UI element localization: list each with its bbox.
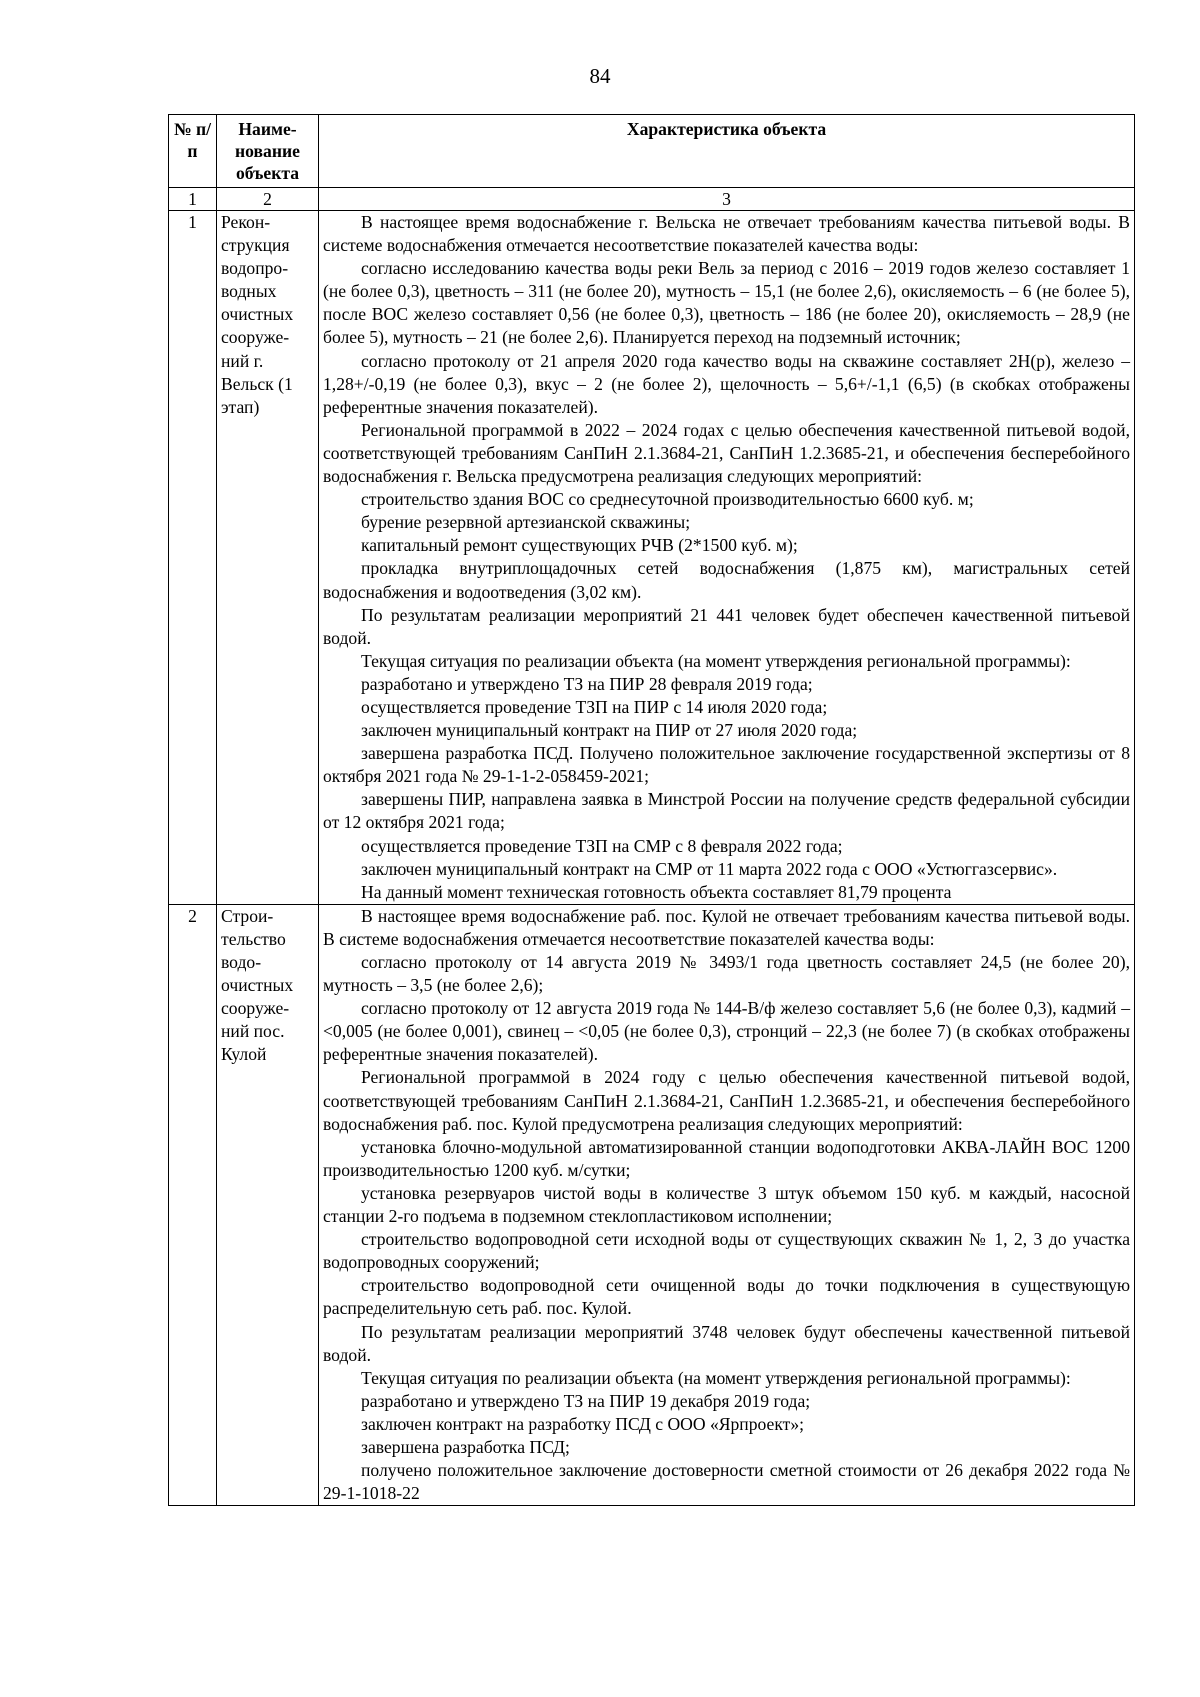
characteristic-paragraph: завершена разработка ПСД; bbox=[361, 1436, 570, 1457]
characteristic-paragraph: получено положительное заключение достоверности сметной стоимости от 26 декабря 2022 года № 29-1-1018-22 bbox=[323, 1460, 1130, 1504]
characteristic-paragraph: В настоящее время водоснабжение г. Вельска не отвечает требованиям качества питьевой воды. В системе водоснабжения отмечается несоответствие показателей качества воды: bbox=[323, 212, 1130, 256]
characteristic-paragraph: Текущая ситуация по реализации объекта (на момент утверждения региональной программы): bbox=[361, 1367, 1071, 1388]
characteristic-paragraph: согласно протоколу от 12 августа 2019 года № 144-В/ф железо составляет 5,6 (не более 0,3), кадмий – <0,005 (не более 0,001), свинец – <0,05 (не более 0,3), стронций – 22,3 (не более 7) (в скобках отображены референтные значения показателей). bbox=[323, 998, 1130, 1065]
characteristic-paragraph: Текущая ситуация по реализации объекта (на момент утверждения региональной программы): bbox=[361, 650, 1071, 671]
object-characteristic bbox=[319, 211, 1135, 905]
characteristic-paragraph: разработано и утверждено ТЗ на ПИР 19 декабря 2019 года; bbox=[361, 1390, 811, 1411]
object-name: Строи-тельство водо-очистных сооруже-ний пос. Кулой bbox=[217, 904, 319, 1505]
column-index: 3 bbox=[319, 188, 1135, 211]
characteristic-paragraph: В настоящее время водоснабжение раб. пос. Кулой не отвечает требованиям качества питьевой воды. В системе водоснабжения отмечается несоответствие показателей качества воды: bbox=[323, 905, 1130, 949]
header-object-characteristic: Характеристика объекта bbox=[319, 115, 1135, 188]
characteristic-paragraph: строительство здания ВОС со среднесуточной производительностью 6600 куб. м; bbox=[361, 489, 974, 510]
characteristic-paragraph: осуществляется проведение ТЗП на СМР с 8 февраля 2022 года; bbox=[361, 835, 843, 856]
header-object-name: Наиме-нование объекта bbox=[217, 115, 319, 188]
object-characteristic bbox=[319, 904, 1135, 1505]
objects-table bbox=[168, 114, 1135, 1506]
object-name: Рекон-струкция водопро-водных очистных сооруже-ний г. Вельск (1 этап) bbox=[217, 211, 319, 905]
page-number: 84 bbox=[589, 64, 611, 88]
characteristic-paragraph: заключен муниципальный контракт на ПИР от 27 июля 2020 года; bbox=[361, 720, 858, 741]
characteristic-paragraph: бурение резервной артезианской скважины; bbox=[361, 512, 691, 533]
characteristic-paragraph: установка резервуаров чистой воды в количестве 3 штук объемом 150 куб. м каждый, насосной станции 2-го подъема в подземном стеклопластиковом исполнении; bbox=[323, 1182, 1130, 1227]
characteristic-paragraph: Региональной программой в 2024 году с целью обеспечения качественной питьевой водой, соответствующей требованиям СанПиН 2.1.3684-21, СанПиН 1.2.3685-21, и обеспечения бесперебойного водоснабжения раб. пос. Кулой предусмотрена реализация следующих мероприятий: bbox=[323, 1067, 1130, 1134]
table-header-row bbox=[169, 115, 1135, 188]
characteristic-paragraph: прокладка внутриплощадочных сетей водоснабжения (1,875 км), магистральных сетей водоснабжения и водоотведения (3,02 км). bbox=[323, 558, 1130, 602]
characteristic-paragraph: На данный момент техническая готовность объекта составляет 81,79 процента bbox=[361, 881, 952, 902]
characteristic-paragraph: завершены ПИР, направлена заявка в Минстрой России на получение средств федеральной субсидии от 12 октября 2021 года; bbox=[323, 789, 1130, 833]
characteristic-paragraph: заключен контракт на разработку ПСД с ООО «Ярпроект»; bbox=[361, 1413, 805, 1434]
characteristic-paragraph: Региональной программой в 2022 – 2024 годах с целью обеспечения качественной питьевой водой, соответствующей требованиям СанПиН 2.1.3684-21, СанПиН 1.2.3685-21, и обеспечения бесперебойного водоснабжения г. Вельска предусмотрена реализация следующих мероприятий: bbox=[323, 419, 1130, 487]
characteristic-paragraph: согласно исследованию качества воды реки Вель за период с 2016 – 2019 годов железо составляет 1 (не более 0,3), цветность – 311 (не более 20), мутность – 15,1 (не более 2,6), окисляемость – 6 (не более 5), после ВОС железо составляет 0,56 (не более 0,3), цветность – 186 (не более 20), окисляемость – 28,9 (не более 5), мутность – 21 (не более 2,6). Планируется переход на подземный источник; bbox=[323, 258, 1130, 348]
characteristic-paragraph: согласно протоколу от 21 апреля 2020 года качество воды на скважине составляет 2Н(р), железо – 1,28+/-0,19 (не более 0,3), вкус – 2 (не более 2), щелочность – 5,6+/-1,1 (6,5) (в скобках отображены референтные значения показателей). bbox=[323, 350, 1130, 417]
row-number: 2 bbox=[169, 904, 217, 1505]
table-row bbox=[169, 211, 1135, 905]
header-number: № п/п bbox=[169, 115, 217, 188]
characteristic-paragraph: разработано и утверждено ТЗ на ПИР 28 февраля 2019 года; bbox=[361, 673, 813, 694]
column-index: 1 bbox=[169, 188, 217, 211]
row-number: 1 bbox=[169, 211, 217, 905]
characteristic-paragraph: По результатам реализации мероприятий 21 441 человек будет обеспечен качественной питьевой водой. bbox=[323, 604, 1130, 648]
characteristic-paragraph: согласно протоколу от 14 августа 2019 № 3493/1 года цветность составляет 24,5 (не более 20), мутность – 3,5 (не более 2,6); bbox=[323, 952, 1130, 996]
characteristic-paragraph: По результатам реализации мероприятий 3748 человек будут обеспечены качественной питьевой водой. bbox=[323, 1321, 1130, 1365]
characteristic-paragraph: установка блочно-модульной автоматизированной станции водоподготовки АКВА-ЛАЙН ВОС 1200 производительностью 1200 куб. м/сутки; bbox=[323, 1136, 1130, 1180]
characteristic-paragraph: завершена разработка ПСД. Получено положительное заключение государственной экспертизы от 8 октября 2021 года № 29-1-1-2-058459-2021; bbox=[323, 743, 1130, 787]
characteristic-paragraph: осуществляется проведение ТЗП на ПИР с 14 июля 2020 года; bbox=[361, 696, 828, 717]
characteristic-paragraph: заключен муниципальный контракт на СМР от 11 марта 2022 года с ООО «Устюггазсервис». bbox=[361, 858, 1058, 879]
characteristic-paragraph: строительство водопроводной сети исходной воды от существующих скважин № 1, 2, 3 до участка водопроводных сооружений; bbox=[323, 1229, 1130, 1273]
table-row bbox=[169, 904, 1135, 1505]
column-index-row bbox=[169, 188, 1135, 211]
column-index: 2 bbox=[217, 188, 319, 211]
characteristic-paragraph: капитальный ремонт существующих РЧВ (2*1500 куб. м); bbox=[361, 535, 798, 556]
characteristic-paragraph: строительство водопроводной сети очищенной воды до точки подключения в существующую распределительную сеть раб. пос. Кулой. bbox=[323, 1275, 1130, 1319]
